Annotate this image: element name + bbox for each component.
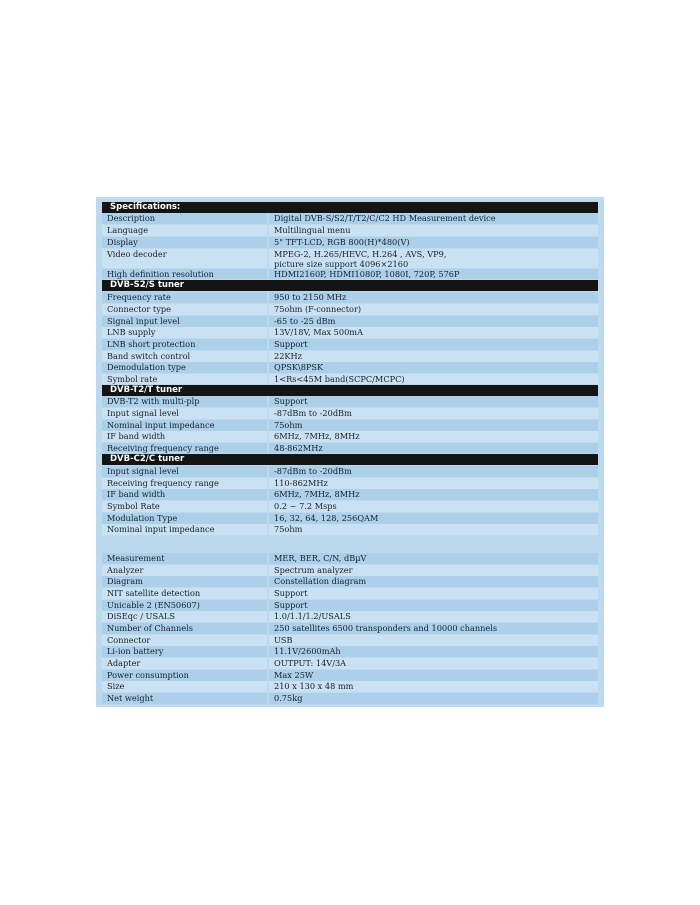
spec-label: DVB-T2 with multi-plp (107, 396, 200, 406)
spec-row (102, 553, 598, 564)
spec-label: IF band width (107, 431, 166, 441)
spec-row (102, 513, 598, 524)
spec-row (102, 478, 598, 489)
spec-row (102, 316, 598, 327)
spec-value: 16, 32, 64, 128, 256QAM (274, 513, 379, 523)
section-header-dvb-t2: DVB-T2/T tuner (102, 385, 598, 396)
spec-label: Video decoder (107, 249, 167, 259)
spec-label: Symbol rate (107, 374, 158, 384)
spec-row (102, 635, 598, 646)
spec-row (102, 327, 598, 338)
spec-row (102, 693, 598, 704)
spec-label: Demodulation type (107, 362, 186, 372)
spec-label: Input signal level (107, 466, 179, 476)
spec-value: 13V/18V, Max 500mA (274, 327, 363, 337)
spec-value: HDMI2160P, HDMI1080P, 1080I, 720P, 576P (274, 269, 460, 279)
spec-value: 110-862MHz (274, 478, 328, 488)
spec-value: -65 to -25 dBm (274, 316, 336, 326)
spec-value: MER, BER, C/N, dBµV (274, 553, 367, 563)
spec-label: Nominal input impedance (107, 420, 215, 430)
spec-value: 11.1V/2600mAh (274, 646, 341, 656)
spec-row (102, 600, 598, 611)
spec-value: 1<Rs<45M band(SCPC/MCPC) (274, 374, 405, 384)
spec-label: Modulation Type (107, 513, 178, 523)
spec-label: Connector (107, 635, 151, 645)
section-header-specifications: Specifications: (102, 202, 598, 213)
spec-row (102, 565, 598, 576)
spec-value: Digital DVB-S/S2/T/T2/C/C2 HD Measurement device (274, 213, 496, 223)
spec-label: LNB supply (107, 327, 156, 337)
spec-value: -87dBm to -20dBm (274, 408, 352, 418)
section-header-dvb-c2: DVB-C2/C tuner (102, 454, 598, 465)
spec-row (102, 420, 598, 431)
spec-label: IF band width (107, 489, 166, 499)
spec-label: NIT satellite detection (107, 588, 201, 598)
spec-label: Symbol Rate (107, 501, 160, 511)
spec-value: USB (274, 635, 293, 645)
spec-label: Net weight (107, 693, 154, 703)
spec-row (102, 588, 598, 599)
spec-label: Display (107, 237, 138, 247)
spec-row (102, 501, 598, 512)
spec-label: LNB short protection (107, 339, 196, 349)
spec-label: Number of Channels (107, 623, 193, 633)
spec-label: Unicable 2 (EN50607) (107, 600, 200, 610)
spec-value: 210 x 130 x 48 mm (274, 681, 354, 691)
spec-value: MPEG-2, H.265/HEVC, H.264 , AVS, VP9, (274, 249, 447, 259)
spec-value: 5" TFT-LCD, RGB 800(H)*480(V) (274, 237, 410, 247)
spec-value: 22KHz (274, 351, 302, 361)
spec-value: Support (274, 339, 308, 349)
spec-value: 75ohm (274, 524, 303, 534)
spec-row (102, 249, 598, 268)
spec-label: Band switch control (107, 351, 191, 361)
spec-label: Power consumption (107, 670, 189, 680)
spec-value: Max 25W (274, 670, 314, 680)
spec-label: Analyzer (107, 565, 144, 575)
spec-label: Diagram (107, 576, 143, 586)
spec-row (102, 611, 598, 622)
section-header-dvb-s2: DVB-S2/S tuner (102, 280, 598, 291)
spec-value: OUTPUT: 14V/3A (274, 658, 347, 668)
spec-value: Spectrum analyzer (274, 565, 353, 575)
spec-value: 1.0/1.1/1.2/USALS (274, 611, 351, 621)
spec-value: 950 to 2150 MHz (274, 292, 347, 302)
spec-row (102, 658, 598, 669)
spec-sheet (96, 197, 604, 707)
spec-row (102, 396, 598, 407)
spec-value: 6MHz, 7MHz, 8MHz (274, 489, 360, 499)
spec-label: High definition resolution (107, 269, 214, 279)
spec-label: DiSEqc / USALS (107, 611, 176, 621)
spec-value: 6MHz, 7MHz, 8MHz (274, 431, 360, 441)
spec-label: Size (107, 681, 125, 691)
spec-value: 250 satellites 6500 transponders and 10000 channels (274, 623, 498, 633)
spec-row (102, 304, 598, 315)
spec-row (102, 489, 598, 500)
spec-label: Language (107, 225, 149, 235)
spec-row (102, 374, 598, 384)
spec-value: Constellation diagram (274, 576, 367, 586)
spec-label: Description (107, 213, 156, 223)
spec-row (102, 466, 598, 477)
spec-row (102, 351, 598, 362)
spec-row (102, 646, 598, 657)
spec-row (102, 339, 598, 350)
spec-row (102, 362, 598, 373)
spec-label: Connector type (107, 304, 171, 314)
spec-value: 0.2 ~ 7.2 Msps (274, 501, 337, 511)
spec-label: Receiving frequency range (107, 478, 219, 488)
spec-value: QPSK\8PSK (274, 362, 324, 372)
spec-value: 75ohm (F-connector) (274, 304, 362, 314)
spec-row (102, 269, 598, 279)
spec-row (102, 225, 598, 236)
spec-row (102, 670, 598, 681)
spec-row (102, 431, 598, 442)
spec-label: Li-ion battery (107, 646, 164, 656)
spec-row (102, 623, 598, 634)
spec-label: Receiving frequency range (107, 443, 219, 453)
spec-label: Nominal input impedance (107, 524, 215, 534)
spec-value: Support (274, 600, 308, 610)
spec-value-line2: picture size support 4096×2160 (274, 259, 409, 269)
spec-value: Support (274, 588, 308, 598)
spec-value: Support (274, 396, 308, 406)
spec-value: -87dBm to -20dBm (274, 466, 352, 476)
spec-row (102, 213, 598, 224)
spec-label: Measurement (107, 553, 165, 563)
spec-value: 0.75kg (274, 693, 303, 703)
spec-value: Multilingual menu (274, 225, 351, 235)
spec-row (102, 576, 598, 587)
spec-row (102, 237, 598, 248)
spec-label: Adapter (107, 658, 141, 668)
spec-value: 48-862MHz (274, 443, 323, 453)
spec-label: Input signal level (107, 408, 179, 418)
spec-value: 75ohm (274, 420, 303, 430)
spec-row (102, 408, 598, 419)
spec-row (102, 292, 598, 303)
spec-label: Signal input level (107, 316, 180, 326)
spec-label: Frequency rate (107, 292, 171, 302)
spec-row (102, 681, 598, 692)
spec-row (102, 443, 598, 453)
spec-row (102, 524, 598, 535)
